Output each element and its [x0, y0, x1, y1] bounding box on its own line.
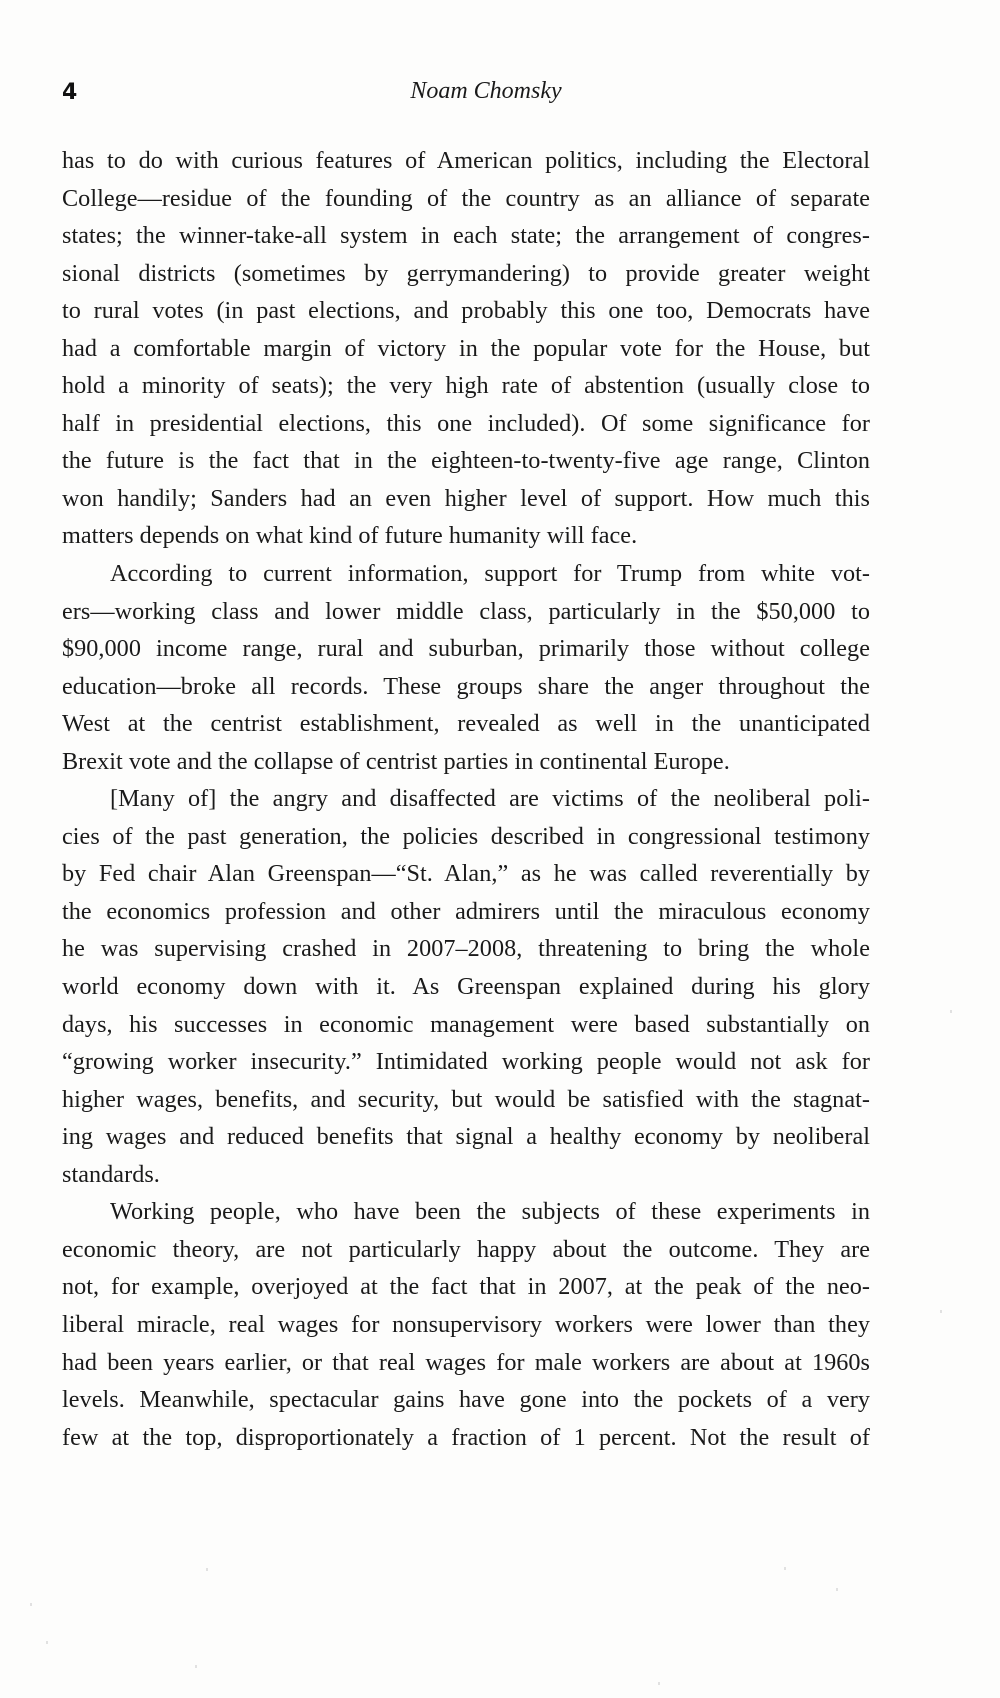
paragraph	[62, 142, 870, 555]
text-line: by Fed chair Alan Greenspan—“St. Alan,” as he was called reverentially by	[62, 860, 870, 888]
text-line: levels. Meanwhile, spectacular gains have gone into the pockets of a very	[62, 1386, 870, 1414]
text-line: few at the top, disproportionately a fraction of 1 percent. Not the result of	[62, 1423, 870, 1451]
text-line: According to current information, support for Trump from white vot-	[110, 560, 870, 588]
paragraph	[62, 1193, 870, 1456]
text-line: to rural votes (in past elections, and probably this one too, Democrats have	[62, 297, 870, 325]
scan-speck	[836, 1588, 838, 1591]
scan-speck	[206, 1568, 208, 1571]
text-line: days, his successes in economic management were based substantially on	[62, 1010, 870, 1038]
scan-speck	[46, 1641, 48, 1644]
scan-speck	[658, 1682, 660, 1685]
text-line: states; the winner-take-all system in each state; the arrangement of congres-	[62, 222, 870, 250]
body-text	[62, 142, 870, 1456]
page-number: 4	[62, 80, 78, 105]
running-head	[62, 78, 870, 114]
text-line: the economics profession and other admirers until the miraculous economy	[62, 897, 870, 925]
paragraph	[62, 555, 870, 780]
text-line: “growing worker insecurity.” Intimidated working people would not ask for	[62, 1048, 870, 1076]
text-line: won handily; Sanders had an even higher level of support. How much this	[62, 484, 870, 512]
text-line: had been years earlier, or that real wages for male workers are about at 1960s	[62, 1348, 870, 1376]
text-line: cies of the past generation, the policies described in congressional testimony	[62, 822, 870, 850]
text-line: [Many of] the angry and disaffected are victims of the neoliberal poli-	[110, 785, 870, 813]
text-line: matters depends on what kind of future humanity will face.	[62, 522, 638, 550]
scan-speck	[940, 1310, 942, 1313]
text-line: has to do with curious features of American politics, including the Electoral	[62, 147, 870, 174]
text-line: the future is the fact that in the eighteen-to-twenty-five age range, Clinton	[62, 447, 870, 475]
text-line: standards.	[62, 1160, 160, 1188]
text-line: economic theory, are not particularly happy about the outcome. They are	[62, 1235, 870, 1263]
text-line: Working people, who have been the subjects of these experiments in	[110, 1198, 870, 1226]
text-line: College—residue of the founding of the country as an alliance of separate	[62, 184, 870, 212]
text-line: half in presidential elections, this one included). Of some significance for	[62, 409, 870, 437]
text-line: $90,000 income range, rural and suburban, primarily those without college	[62, 635, 870, 663]
scan-speck	[950, 1010, 952, 1013]
text-line: he was supervising crashed in 2007–2008, threatening to bring the whole	[62, 935, 870, 963]
text-line: had a comfortable margin of victory in the popular vote for the House, but	[62, 334, 870, 362]
text-line: ers—working class and lower middle class, particularly in the $50,000 to	[62, 597, 870, 625]
text-line: sional districts (sometimes by gerrymandering) to provide greater weight	[62, 259, 870, 287]
scan-speck	[784, 1567, 786, 1570]
text-line: West at the centrist establishment, revealed as well in the unanticipated	[62, 710, 870, 738]
running-title-author: Noam Chomsky	[410, 78, 562, 104]
text-line: hold a minority of seats); the very high rate of abstention (usually close to	[62, 372, 870, 400]
text-line: not, for example, overjoyed at the fact that in 2007, at the peak of the neo-	[62, 1273, 870, 1301]
text-line: liberal miracle, real wages for nonsupervisory workers were lower than they	[62, 1310, 870, 1338]
text-line: higher wages, benefits, and security, but would be satisfied with the stagnat-	[62, 1085, 870, 1113]
text-line: education—broke all records. These groups share the anger throughout the	[62, 672, 870, 700]
scan-speck	[195, 1665, 197, 1668]
scan-speck	[30, 1603, 32, 1606]
text-line: ing wages and reduced benefits that signal a healthy economy by neoliberal	[62, 1123, 870, 1151]
text-line: world economy down with it. As Greenspan explained during his glory	[62, 973, 870, 1001]
text-line: Brexit vote and the collapse of centrist parties in continental Europe.	[62, 747, 730, 775]
paragraph	[62, 780, 870, 1193]
